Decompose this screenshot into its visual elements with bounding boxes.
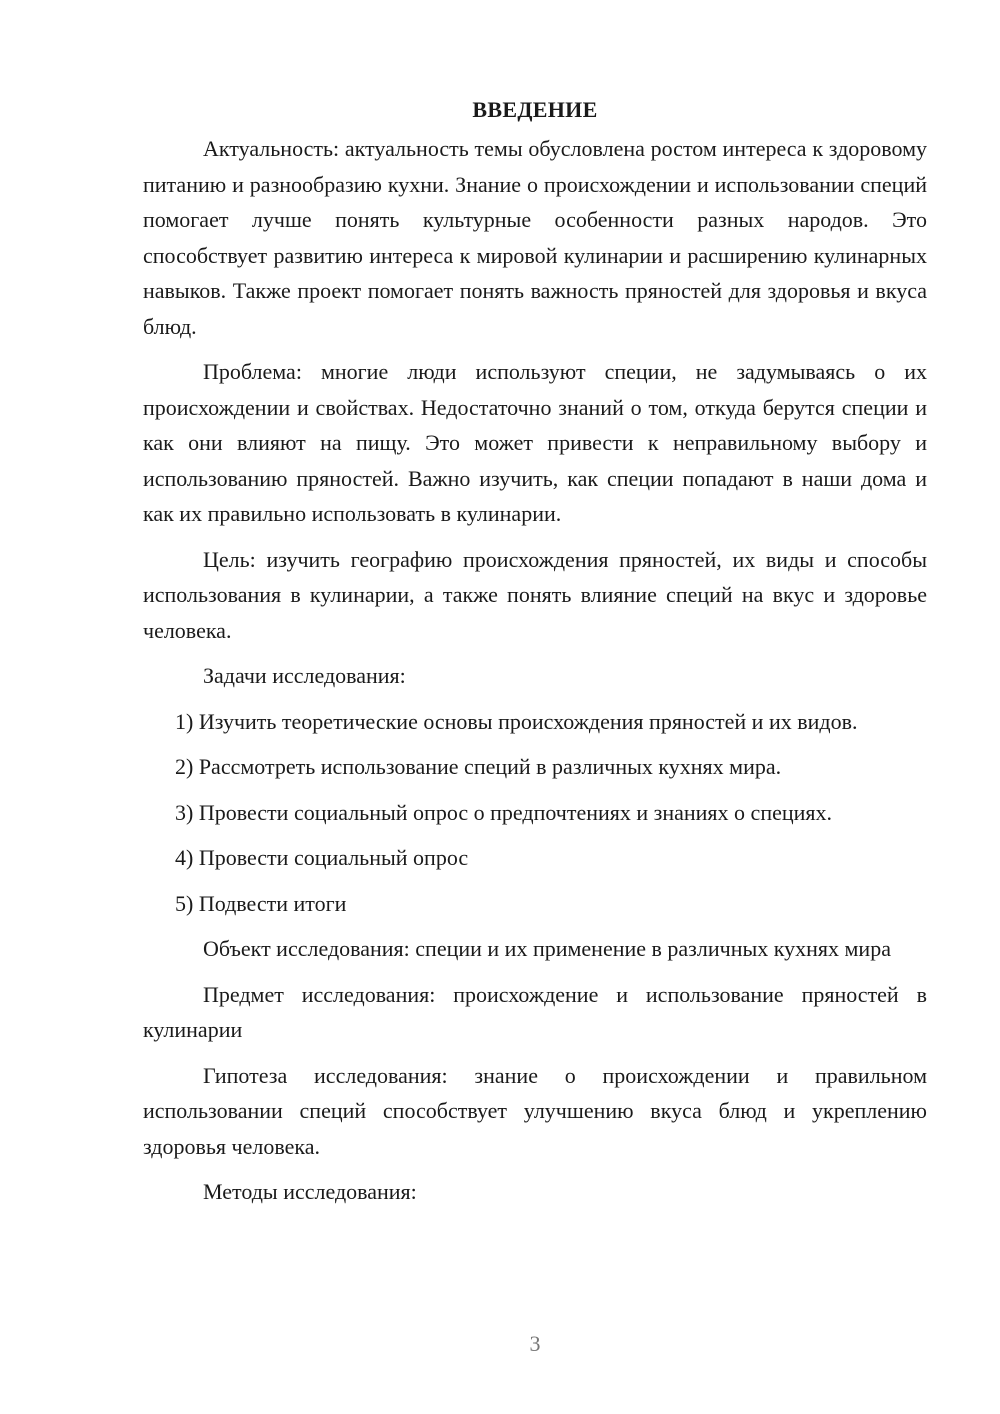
tasks-list — [143, 704, 927, 922]
tasks-heading: Задачи исследования: — [203, 663, 406, 688]
task-item: 3) Провести социальный опрос о предпочтениях и знаниях о специях. — [175, 799, 833, 825]
subject-paragraph: Предмет исследования: происхождение и использование пряностей в кулинарии — [143, 981, 927, 1042]
object-paragraph: Объект исследования: специи и их применение в различных кухнях мира — [203, 936, 891, 961]
relevance-paragraph: Актуальность: актуальность темы обусловлена ростом интереса к здоровому питанию и разнообразию кухни. Знание о происхождении и использовании специй помогает лучше понять культурные особенности разных народов. Это способствует развитию интереса к мировой кулинарии и расширению кулинарных навыков. Также проект помогает понять важность пряностей для здоровья и вкуса блюд. — [143, 136, 927, 339]
task-item: 1) Изучить теоретические основы происхождения пряностей и их видов. — [175, 708, 858, 734]
methods-heading: Методы исследования: — [203, 1179, 417, 1204]
hypothesis-paragraph: Гипотеза исследования: знание о происхождении и правильном использовании специй способствует улучшению вкуса блюд и укреплению здоровья человека. — [143, 1062, 927, 1159]
document-page — [143, 92, 927, 1210]
task-item: 4) Провести социальный опрос — [175, 845, 469, 870]
goal-paragraph: Цель: изучить географию происхождения пряностей, их виды и способы использования в кулинарии, а также понять влияние специй на вкус и здоровье человека. — [143, 546, 927, 643]
page-number: 3 — [529, 1331, 541, 1356]
task-item: 5) Подвести итоги — [175, 890, 347, 916]
section-heading: ВВЕДЕНИЕ — [472, 97, 598, 122]
task-item: 2) Рассмотреть использование специй в различных кухнях мира. — [175, 754, 782, 779]
problem-paragraph: Проблема: многие люди используют специи, не задумываясь о их происхождении и свойствах. Недостаточно знаний о том, откуда берутся специи и как они влияют на пищу. Это может привести к неправильному выбору и использованию пряностей. Важно изучить, как специи попадают в наши дома и как их правильно использовать в кулинарии. — [143, 359, 927, 526]
